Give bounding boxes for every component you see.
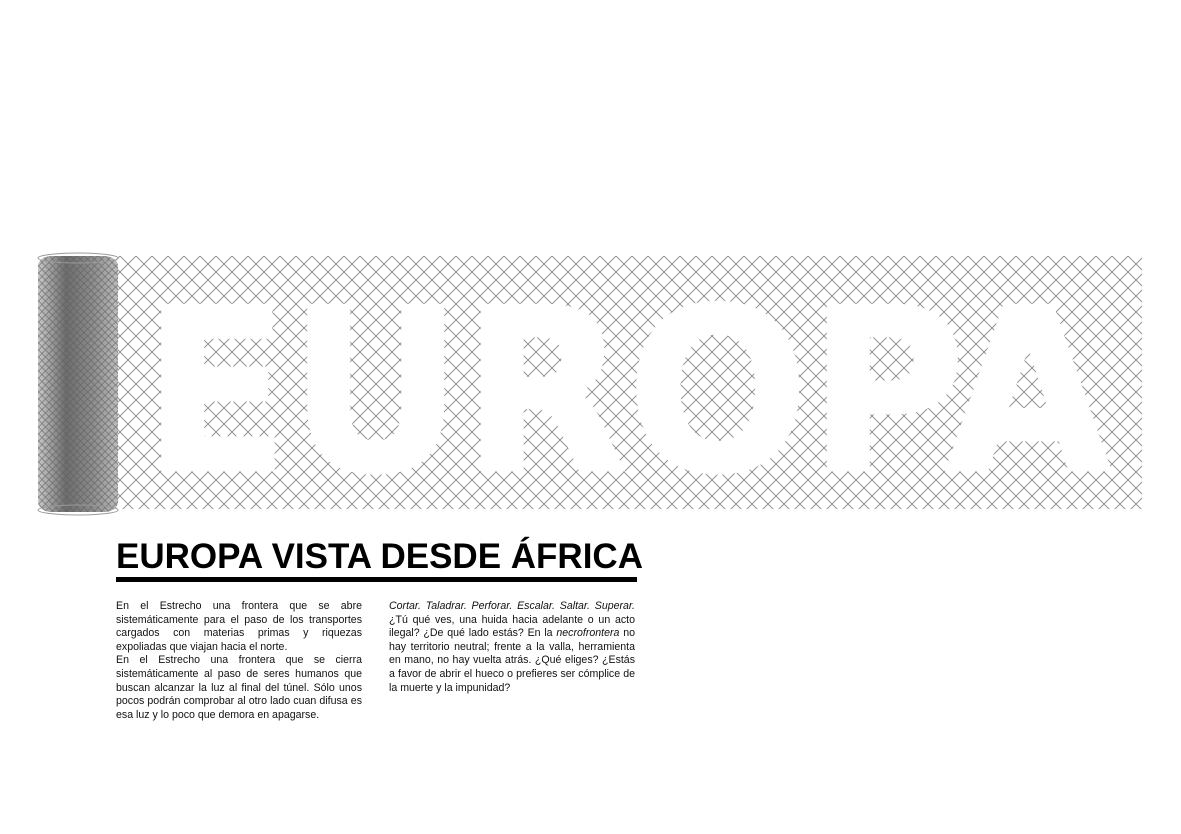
banner-word: EUROPA [143, 261, 1111, 524]
body-text: ¿Tú qué ves, una huida hacia adelante o un acto ilegal? ¿De qué lado estás? En la [389, 613, 635, 640]
article-column-left [116, 600, 362, 722]
paragraph: En el Estrecho una frontera que se cierra sistemáticamente al paso de seres humanos que buscan alcanzar la luz al final del túnel. Sólo unos pocos podrán comprobar al otro lado cuan difusa es esa luz y lo poco que demora en apagarse. [116, 654, 362, 721]
body-text: no hay territorio neutral; frente a la valla, herramienta en mano, no hay vuelta atrás. ¿Qué eliges? ¿Estás a favor de abrir el hueco o prefieres ser cómplice de la muerte y la impunidad? [389, 627, 635, 694]
fence-roll-icon [38, 253, 118, 515]
page-title: EUROPA VISTA DESDE ÁFRICA [116, 537, 643, 576]
italic-term: necrofrontera [556, 627, 620, 640]
paragraph [389, 600, 635, 695]
title-underline [116, 577, 637, 582]
paragraph: En el Estrecho una frontera que se abre sistemáticamente para el paso de los transportes cargados con materias primas y riquezas expoliadas que viajan hacia el norte. [116, 600, 362, 653]
article-column-right [389, 600, 635, 695]
italic-lead: Cortar. Taladrar. Perforar. Escalar. Saltar. Superar. [389, 600, 635, 612]
